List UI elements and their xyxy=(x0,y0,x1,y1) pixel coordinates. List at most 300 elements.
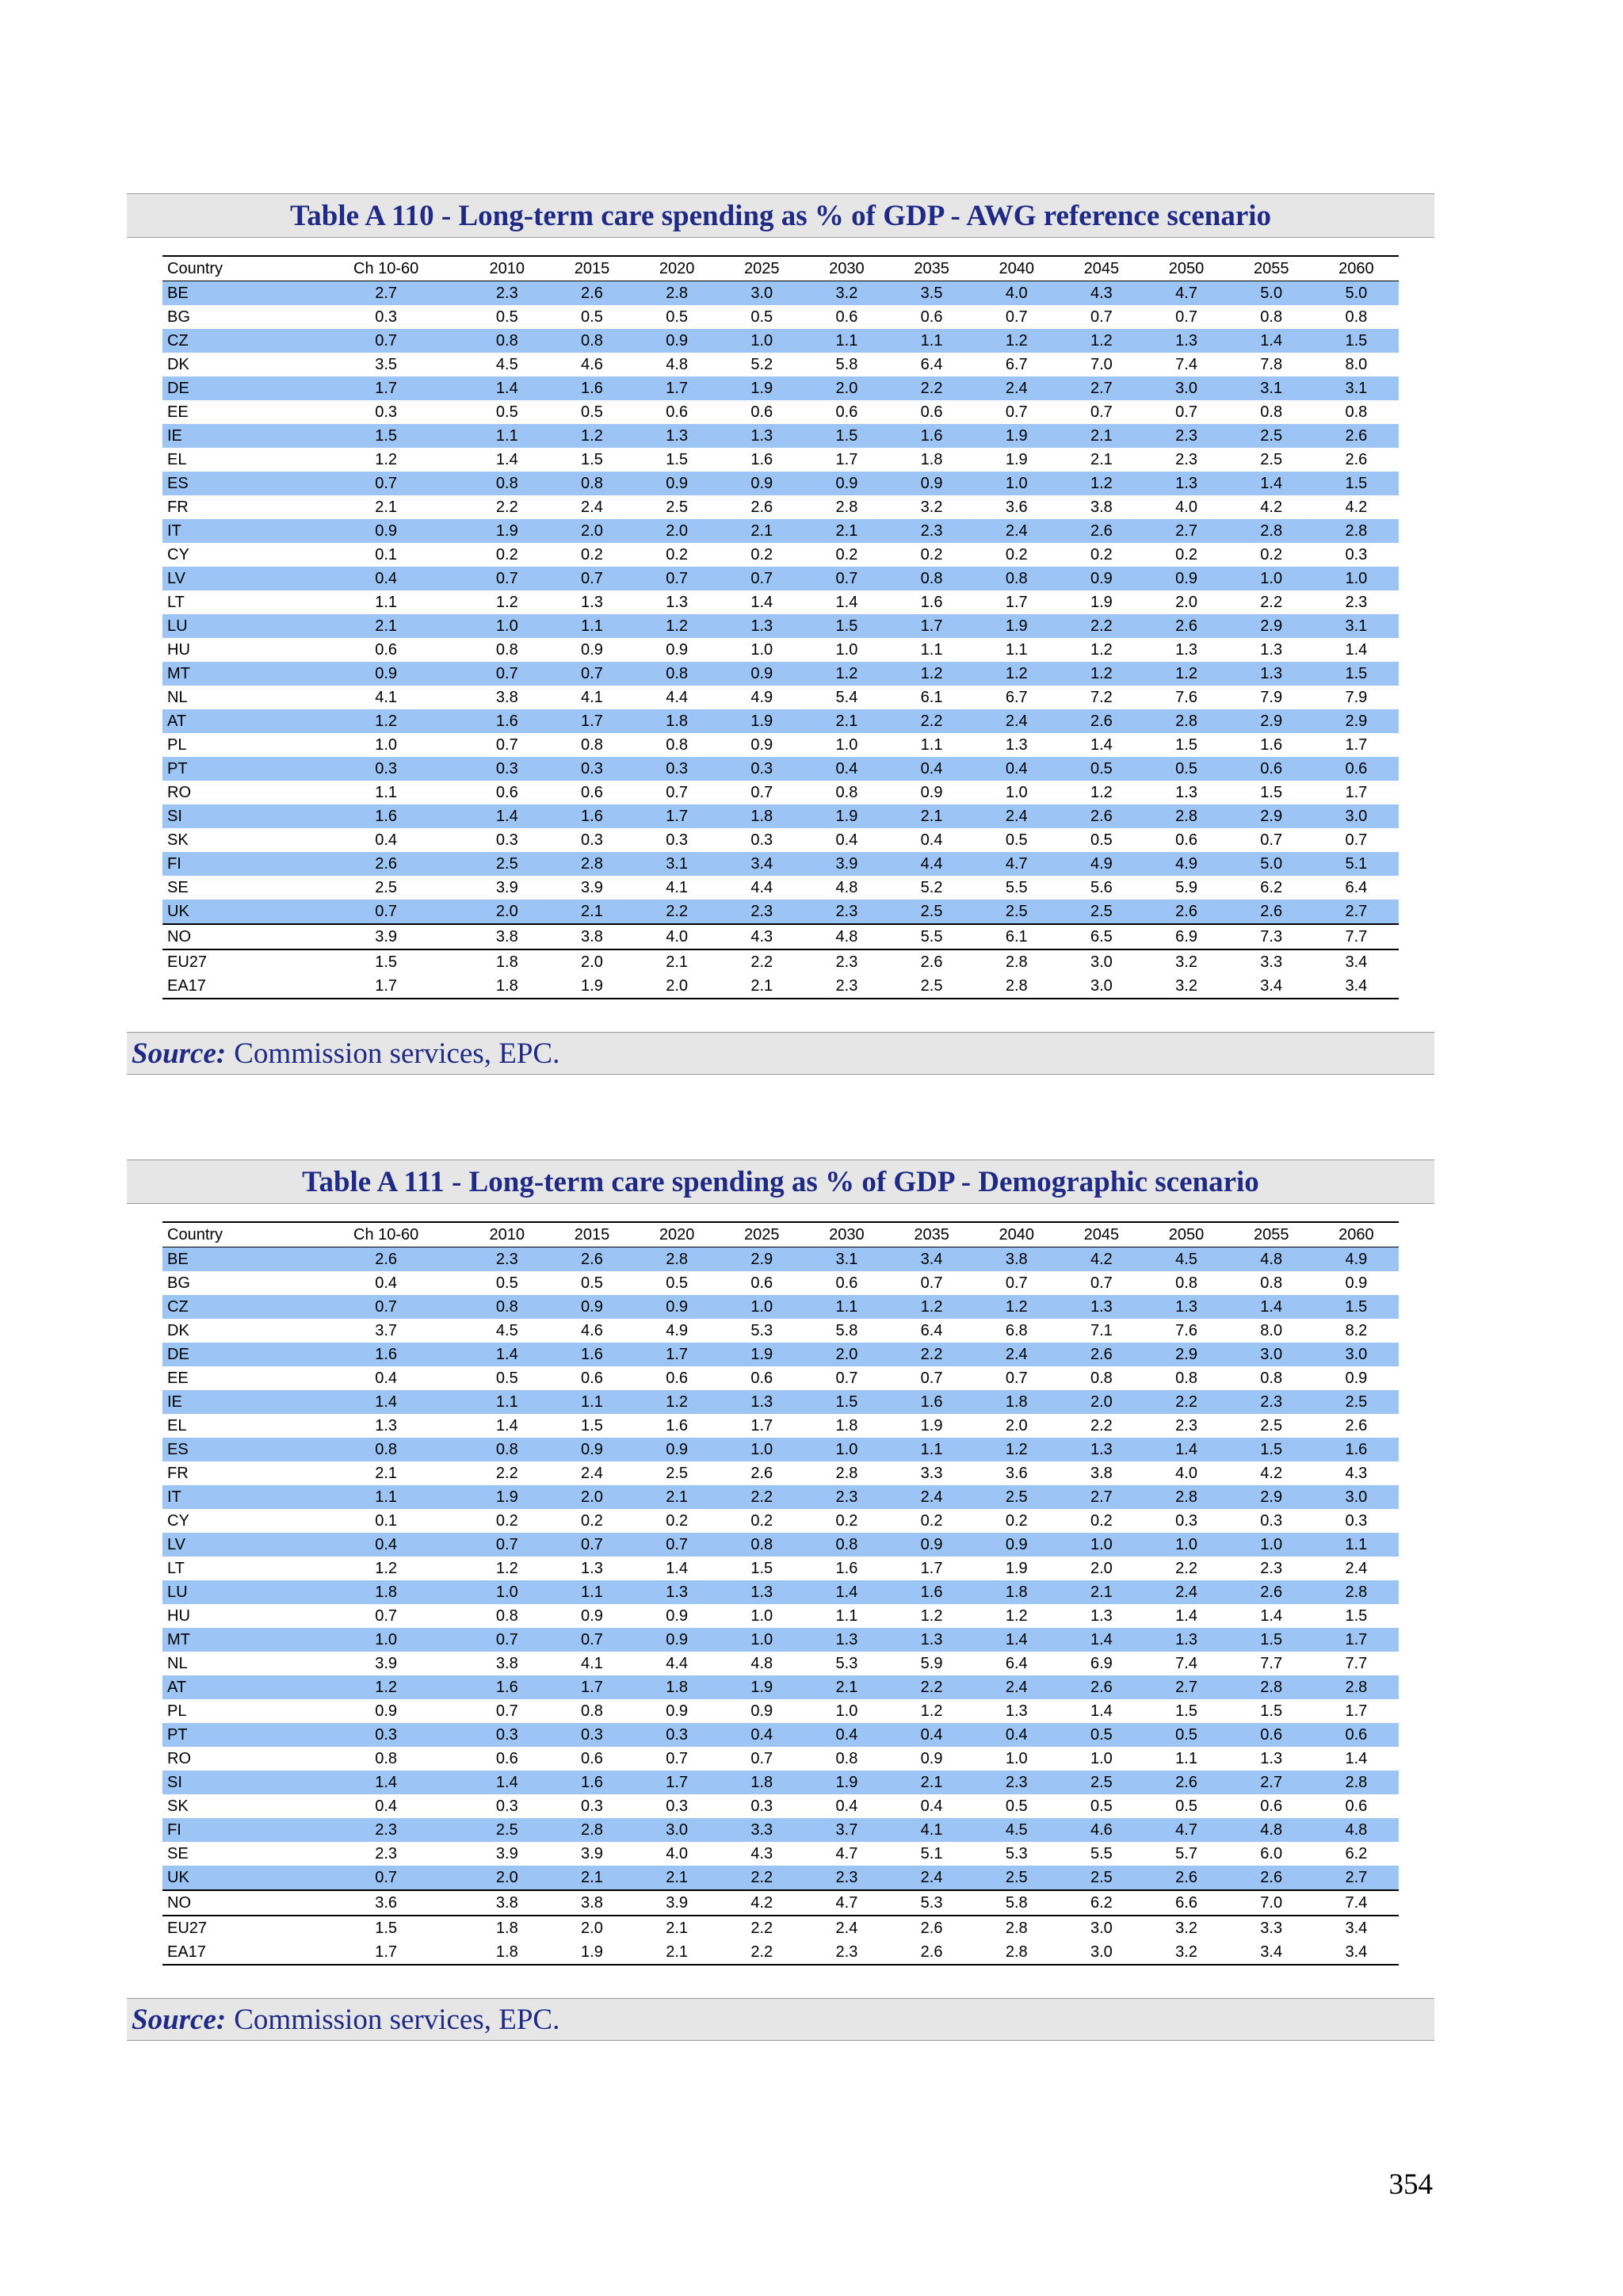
value-cell: 4.9 xyxy=(1059,852,1144,876)
value-cell: 1.6 xyxy=(307,1343,464,1366)
country-cell: EE xyxy=(167,403,189,421)
value-cell: 1.0 xyxy=(464,1580,549,1604)
value-cell: 1.2 xyxy=(1059,472,1144,495)
value-cell: 0.7 xyxy=(549,1628,634,1652)
value-cell: 1.6 xyxy=(549,1771,634,1794)
value-cell: 0.9 xyxy=(635,1628,720,1652)
value-cell: 1.5 xyxy=(804,1390,889,1414)
value-cell: 1.0 xyxy=(1229,567,1314,590)
value-cell: 1.4 xyxy=(1090,736,1113,754)
value-cell: 0.9 xyxy=(666,641,689,659)
value-cell: 1.3 xyxy=(635,1580,720,1604)
value-cell: 1.9 xyxy=(1090,594,1113,611)
value-cell: 2.2 xyxy=(720,1866,804,1890)
value-cell: 7.9 xyxy=(1260,689,1283,706)
value-cell: 1.2 xyxy=(635,614,720,638)
value-cell: 2.2 xyxy=(889,709,974,733)
value-cell: 3.1 xyxy=(1314,376,1399,400)
value-cell: 1.7 xyxy=(889,614,974,638)
value-cell: 1.4 xyxy=(464,376,549,400)
value-cell: 1.0 xyxy=(974,472,1059,495)
value-cell: 3.8 xyxy=(549,1890,634,1916)
value-cell: 0.9 xyxy=(804,472,889,495)
value-cell: 0.9 xyxy=(635,1438,720,1461)
value-cell: 2.5 xyxy=(1059,1771,1144,1794)
value-cell: 2.3 xyxy=(720,900,804,924)
value-cell: 0.6 xyxy=(1175,831,1197,849)
value-cell: 2.6 xyxy=(1345,1417,1368,1435)
value-cell: 0.8 xyxy=(307,1438,464,1461)
value-cell: 2.1 xyxy=(804,709,889,733)
table-row xyxy=(162,1580,1399,1604)
value-cell: 1.1 xyxy=(1314,1533,1399,1557)
value-cell: 2.7 xyxy=(1059,1485,1144,1509)
country-cell: LV xyxy=(162,1533,307,1557)
value-cell: 1.2 xyxy=(889,662,974,686)
value-cell: 3.0 xyxy=(635,1818,720,1842)
value-cell: 4.4 xyxy=(889,852,974,876)
value-cell: 0.5 xyxy=(1090,831,1113,849)
country-cell: NO xyxy=(162,1890,307,1916)
country-cell: BG xyxy=(167,308,190,326)
value-cell: 0.8 xyxy=(581,736,603,754)
value-cell: 1.8 xyxy=(835,1417,858,1435)
value-cell: 1.3 xyxy=(581,1560,603,1577)
value-cell: 2.1 xyxy=(549,1866,634,1890)
value-cell: 2.6 xyxy=(1144,1771,1228,1794)
value-cell: 3.8 xyxy=(1090,1465,1113,1482)
value-cell: 2.6 xyxy=(750,1465,773,1482)
value-cell: 2.5 xyxy=(889,900,974,924)
value-cell: 0.7 xyxy=(1005,308,1028,326)
value-cell: 2.3 xyxy=(307,1818,464,1842)
value-cell: 5.5 xyxy=(1005,879,1028,896)
value-cell: 7.3 xyxy=(1229,924,1314,949)
value-cell: 6.4 xyxy=(1345,879,1368,896)
value-cell: 0.2 xyxy=(1005,1512,1028,1530)
value-cell: 0.9 xyxy=(549,1295,634,1319)
value-cell: 2.9 xyxy=(720,1247,804,1272)
value-cell: 2.5 xyxy=(974,1485,1059,1509)
value-cell: 0.9 xyxy=(375,1702,398,1720)
value-cell: 0.7 xyxy=(920,1274,943,1292)
column-header: 2040 xyxy=(999,260,1034,277)
value-cell: 2.3 xyxy=(1144,424,1228,448)
value-cell: 0.7 xyxy=(495,736,518,754)
value-cell: 3.4 xyxy=(720,852,804,876)
country-cell: EL xyxy=(167,451,187,468)
value-cell: 5.0 xyxy=(1314,281,1399,306)
value-cell: 2.3 xyxy=(1229,1390,1314,1414)
value-cell: 2.4 xyxy=(974,519,1059,543)
value-cell: 0.3 xyxy=(666,831,689,849)
country-cell: FR xyxy=(167,499,189,516)
value-cell: 2.1 xyxy=(307,614,464,638)
value-cell: 0.4 xyxy=(889,757,974,781)
value-cell: 3.1 xyxy=(1229,376,1314,400)
value-cell: 2.6 xyxy=(1345,451,1368,468)
value-cell: 1.2 xyxy=(1090,641,1113,659)
value-cell: 1.3 xyxy=(889,1628,974,1652)
column-header: 2060 xyxy=(1338,260,1374,277)
value-cell: 0.8 xyxy=(889,567,974,590)
table-row xyxy=(162,1533,1399,1557)
value-cell: 0.9 xyxy=(1345,1370,1368,1387)
value-cell: 4.7 xyxy=(835,1845,858,1862)
table-row xyxy=(162,1557,1399,1580)
value-cell: 0.6 xyxy=(581,1750,603,1767)
country-cell: PT xyxy=(162,757,307,781)
value-cell: 0.9 xyxy=(720,662,804,686)
value-cell: 5.5 xyxy=(889,924,974,949)
value-cell: 1.1 xyxy=(920,641,943,659)
value-cell: 1.9 xyxy=(974,614,1059,638)
value-cell: 4.5 xyxy=(974,1818,1059,1842)
table-row xyxy=(162,828,1399,852)
table-row xyxy=(162,1343,1399,1366)
value-cell: 0.4 xyxy=(804,757,889,781)
value-cell: 2.2 xyxy=(889,376,974,400)
value-cell: 6.1 xyxy=(920,689,943,706)
value-cell: 1.4 xyxy=(464,1343,549,1366)
value-cell: 0.2 xyxy=(666,1512,689,1530)
value-cell: 2.8 xyxy=(974,949,1059,974)
value-cell: 5.2 xyxy=(920,879,943,896)
value-cell: 3.1 xyxy=(804,1247,889,1272)
value-cell: 1.5 xyxy=(1175,1702,1197,1720)
value-cell: 2.6 xyxy=(1059,519,1144,543)
value-cell: 1.2 xyxy=(307,1675,464,1699)
data-table xyxy=(162,255,1399,999)
value-cell: 1.5 xyxy=(804,614,889,638)
value-cell: 0.6 xyxy=(750,403,773,421)
value-cell: 1.8 xyxy=(307,1580,464,1604)
value-cell: 1.0 xyxy=(1059,1533,1144,1557)
column-header: 2045 xyxy=(1083,260,1120,277)
value-cell: 0.8 xyxy=(835,784,858,801)
value-cell: 1.5 xyxy=(1314,472,1399,495)
value-cell: 1.7 xyxy=(750,1417,773,1435)
value-cell: 1.9 xyxy=(720,709,804,733)
value-cell: 1.1 xyxy=(835,1607,858,1625)
value-cell: 2.0 xyxy=(1059,1390,1144,1414)
country-cell: DK xyxy=(167,356,189,373)
value-cell: 4.1 xyxy=(666,879,689,896)
value-cell: 3.2 xyxy=(1144,974,1228,999)
value-cell: 0.6 xyxy=(666,403,689,421)
value-cell: 5.3 xyxy=(750,1322,773,1339)
value-cell: 1.4 xyxy=(1175,1607,1197,1625)
value-cell: 3.0 xyxy=(1059,974,1144,999)
country-cell: CY xyxy=(167,546,189,563)
value-cell: 0.7 xyxy=(464,1628,549,1652)
value-cell: 3.4 xyxy=(1314,1940,1399,1965)
table-row xyxy=(162,590,1399,614)
table-row xyxy=(162,614,1399,638)
value-cell: 1.7 xyxy=(549,1675,634,1699)
value-cell: 0.2 xyxy=(1005,546,1028,563)
table-row xyxy=(162,974,1399,999)
column-header: 2060 xyxy=(1338,1226,1374,1244)
value-cell: 6.4 xyxy=(920,1322,943,1339)
value-cell: 4.8 xyxy=(804,924,889,949)
value-cell: 1.5 xyxy=(804,424,889,448)
value-cell: 0.2 xyxy=(1260,546,1283,563)
value-cell: 2.3 xyxy=(889,519,974,543)
table-row xyxy=(162,662,1399,686)
value-cell: 0.2 xyxy=(1175,546,1197,563)
source-note xyxy=(127,1998,1434,2041)
table-row xyxy=(162,1747,1399,1771)
value-cell: 0.8 xyxy=(495,1607,518,1625)
value-cell: 0.5 xyxy=(1059,757,1144,781)
value-cell: 0.9 xyxy=(920,1750,943,1767)
value-cell: 1.9 xyxy=(920,1417,943,1435)
value-cell: 4.2 xyxy=(1059,1247,1144,1272)
value-cell: 1.9 xyxy=(1005,451,1028,468)
value-cell: 1.8 xyxy=(635,709,720,733)
column-header: 2030 xyxy=(829,260,865,277)
value-cell: 4.1 xyxy=(581,1655,603,1672)
value-cell: 2.6 xyxy=(549,1247,634,1272)
value-cell: 5.1 xyxy=(1314,852,1399,876)
value-cell: 1.3 xyxy=(720,424,804,448)
value-cell: 3.4 xyxy=(1229,974,1314,999)
column-header: 2030 xyxy=(829,1226,865,1244)
value-cell: 1.0 xyxy=(1005,784,1028,801)
value-cell: 5.0 xyxy=(1229,281,1314,306)
value-cell: 6.1 xyxy=(974,924,1059,949)
country-cell: SK xyxy=(167,1797,189,1815)
value-cell: 2.9 xyxy=(1144,1343,1228,1366)
value-cell: 3.5 xyxy=(889,281,974,306)
value-cell: 1.3 xyxy=(804,1628,889,1652)
value-cell: 0.6 xyxy=(920,308,943,326)
value-cell: 7.4 xyxy=(1175,1655,1197,1672)
value-cell: 3.2 xyxy=(804,281,889,306)
value-cell: 2.3 xyxy=(375,1845,398,1862)
value-cell: 2.0 xyxy=(549,519,634,543)
value-cell: 1.8 xyxy=(464,974,549,999)
country-cell: DK xyxy=(167,1322,189,1339)
value-cell: 1.3 xyxy=(375,1417,398,1435)
column-header: 2045 xyxy=(1083,1226,1120,1244)
value-cell: 0.7 xyxy=(666,784,689,801)
value-cell: 0.5 xyxy=(1175,1797,1197,1815)
value-cell: 4.8 xyxy=(1229,1818,1314,1842)
value-cell: 0.5 xyxy=(1005,1797,1028,1815)
value-cell: 0.4 xyxy=(375,1797,398,1815)
value-cell: 0.6 xyxy=(1229,1723,1314,1747)
value-cell: 0.5 xyxy=(1005,831,1028,849)
value-cell: 1.2 xyxy=(495,1560,518,1577)
value-cell: 1.8 xyxy=(720,1771,804,1794)
value-cell: 1.1 xyxy=(464,424,549,448)
value-cell: 0.7 xyxy=(549,662,634,686)
value-cell: 2.1 xyxy=(375,499,398,516)
value-cell: 0.8 xyxy=(720,1533,804,1557)
value-cell: 2.3 xyxy=(804,974,889,999)
value-cell: 1.3 xyxy=(1175,641,1197,659)
value-cell: 0.7 xyxy=(750,1750,773,1767)
value-cell: 1.4 xyxy=(974,1628,1059,1652)
value-cell: 1.7 xyxy=(835,451,858,468)
table-row xyxy=(162,1604,1399,1628)
value-cell: 2.2 xyxy=(1090,1417,1113,1435)
value-cell: 2.3 xyxy=(464,1247,549,1272)
value-cell: 1.9 xyxy=(974,424,1059,448)
country-cell: SE xyxy=(167,1845,189,1862)
column-header: 2035 xyxy=(914,1226,949,1244)
value-cell: 4.3 xyxy=(750,1845,773,1862)
value-cell: 0.2 xyxy=(495,546,518,563)
value-cell: 4.0 xyxy=(1175,1465,1197,1482)
table-a111-block xyxy=(127,1159,1434,2041)
value-cell: 2.7 xyxy=(1314,1866,1399,1890)
value-cell: 1.3 xyxy=(1144,329,1228,353)
value-cell: 6.7 xyxy=(1005,356,1028,373)
value-cell: 1.8 xyxy=(635,1675,720,1699)
table-row xyxy=(162,638,1399,662)
value-cell: 1.4 xyxy=(1260,1607,1283,1625)
value-cell: 2.2 xyxy=(1144,1390,1228,1414)
value-cell: 0.3 xyxy=(635,757,720,781)
value-cell: 0.7 xyxy=(549,1533,634,1557)
table-row xyxy=(162,1842,1399,1866)
value-cell: 4.4 xyxy=(666,1655,689,1672)
value-cell: 1.6 xyxy=(889,1580,974,1604)
value-cell: 0.4 xyxy=(375,1274,398,1292)
table-row xyxy=(162,1699,1399,1723)
value-cell: 5.5 xyxy=(1090,1845,1113,1862)
table-row xyxy=(162,1794,1399,1818)
value-cell: 0.3 xyxy=(750,831,773,849)
value-cell: 4.9 xyxy=(666,1322,689,1339)
table-row xyxy=(162,424,1399,448)
value-cell: 0.9 xyxy=(307,519,464,543)
column-header: 2020 xyxy=(659,1226,695,1244)
value-cell: 1.5 xyxy=(307,424,464,448)
column-header: Ch 10-60 xyxy=(353,260,419,277)
value-cell: 2.0 xyxy=(549,1916,634,1940)
value-cell: 2.3 xyxy=(804,900,889,924)
value-cell: 2.5 xyxy=(1260,451,1283,468)
value-cell: 3.9 xyxy=(375,1655,398,1672)
value-cell: 2.2 xyxy=(889,1343,974,1366)
country-cell: IE xyxy=(162,1390,307,1414)
value-cell: 0.5 xyxy=(1059,1723,1144,1747)
value-cell: 6.2 xyxy=(1059,1890,1144,1916)
value-cell: 0.9 xyxy=(750,1702,773,1720)
table-row xyxy=(162,733,1399,757)
value-cell: 7.6 xyxy=(1175,689,1197,706)
value-cell: 1.5 xyxy=(1345,1607,1368,1625)
value-cell: 2.5 xyxy=(1229,424,1314,448)
value-cell: 0.6 xyxy=(375,641,398,659)
value-cell: 1.0 xyxy=(1090,1750,1113,1767)
value-cell: 2.4 xyxy=(974,1343,1059,1366)
country-cell: NL xyxy=(167,1655,188,1672)
value-cell: 0.2 xyxy=(1090,546,1113,563)
value-cell: 0.5 xyxy=(495,308,518,326)
table-row xyxy=(162,305,1399,329)
value-cell: 4.3 xyxy=(720,924,804,949)
value-cell: 2.0 xyxy=(635,974,720,999)
value-cell: 4.7 xyxy=(974,852,1059,876)
table-row xyxy=(162,1438,1399,1461)
value-cell: 0.7 xyxy=(635,1533,720,1557)
value-cell: 1.4 xyxy=(1059,1628,1144,1652)
value-cell: 0.8 xyxy=(581,1702,603,1720)
value-cell: 2.5 xyxy=(974,1866,1059,1890)
value-cell: 1.0 xyxy=(464,614,549,638)
value-cell: 0.2 xyxy=(666,546,689,563)
value-cell: 2.4 xyxy=(1144,1580,1228,1604)
value-cell: 0.7 xyxy=(1090,308,1113,326)
value-cell: 0.7 xyxy=(307,1295,464,1319)
value-cell: 0.6 xyxy=(1314,757,1399,781)
value-cell: 2.0 xyxy=(1175,594,1197,611)
value-cell: 1.3 xyxy=(720,1580,804,1604)
value-cell: 3.1 xyxy=(1314,614,1399,638)
value-cell: 0.9 xyxy=(920,784,943,801)
value-cell: 3.2 xyxy=(920,499,943,516)
value-cell: 0.8 xyxy=(549,329,634,353)
value-cell: 1.6 xyxy=(549,376,634,400)
value-cell: 1.6 xyxy=(750,451,773,468)
value-cell: 6.5 xyxy=(1059,924,1144,949)
table-title: Table A 111 - Long-term care spending as % of GDP - Demographic scenario xyxy=(127,1159,1434,1204)
value-cell: 2.5 xyxy=(464,1818,549,1842)
column-header: 2020 xyxy=(659,260,695,277)
value-cell: 1.7 xyxy=(635,376,720,400)
value-cell: 1.7 xyxy=(1345,1702,1368,1720)
value-cell: 1.4 xyxy=(1345,641,1368,659)
value-cell: 0.3 xyxy=(307,1723,464,1747)
value-cell: 1.0 xyxy=(375,736,398,754)
value-cell: 1.6 xyxy=(464,709,549,733)
value-cell: 2.6 xyxy=(1144,900,1228,924)
value-cell: 1.2 xyxy=(920,1702,943,1720)
country-cell: RO xyxy=(167,784,191,801)
value-cell: 3.1 xyxy=(635,852,720,876)
value-cell: 3.0 xyxy=(1144,376,1228,400)
table-row xyxy=(162,804,1399,828)
value-cell: 2.1 xyxy=(635,1866,720,1890)
value-cell: 7.7 xyxy=(1260,1655,1283,1672)
source-text: Commission services, EPC. xyxy=(234,1037,560,1070)
value-cell: 1.8 xyxy=(974,1580,1059,1604)
value-cell: 2.7 xyxy=(1229,1771,1314,1794)
value-cell: 1.1 xyxy=(804,1295,889,1319)
value-cell: 7.2 xyxy=(1090,689,1113,706)
value-cell: 0.7 xyxy=(635,567,720,590)
table-row xyxy=(162,281,1399,306)
value-cell: 2.3 xyxy=(804,949,889,974)
table-row xyxy=(162,1319,1399,1343)
column-header: Ch 10-60 xyxy=(353,1226,419,1244)
value-cell: 5.3 xyxy=(1005,1845,1028,1862)
value-cell: 1.0 xyxy=(804,1438,889,1461)
value-cell: 4.6 xyxy=(581,356,603,373)
value-cell: 0.3 xyxy=(1345,546,1368,563)
value-cell: 0.7 xyxy=(495,1702,518,1720)
value-cell: 2.6 xyxy=(1229,1580,1314,1604)
value-cell: 0.8 xyxy=(464,329,549,353)
value-cell: 4.2 xyxy=(1345,499,1368,516)
table-row xyxy=(162,329,1399,353)
value-cell: 6.8 xyxy=(1005,1322,1028,1339)
